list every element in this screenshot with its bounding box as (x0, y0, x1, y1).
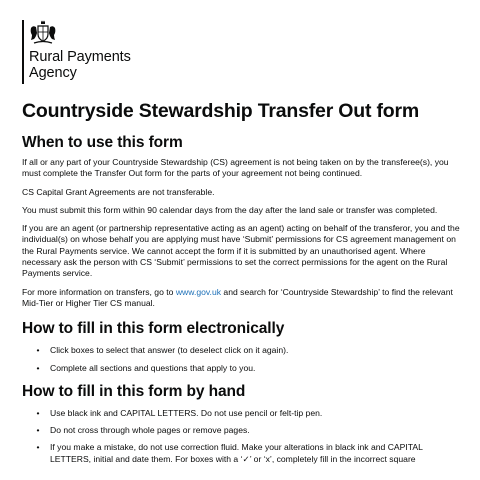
gov-uk-link[interactable]: www.gov.uk (175, 286, 222, 297)
list-item (22, 363, 462, 374)
list-item (22, 408, 462, 419)
bullet-icon: • (36, 407, 40, 418)
section-heading-electronic: How to fill in this form electronically (22, 320, 285, 338)
agency-name-line2: Agency (29, 65, 77, 81)
section-heading-by-hand: How to fill in this form by hand (22, 382, 246, 400)
by-hand-instructions-list (22, 408, 462, 465)
page-title: Countryside Stewardship Transfer Out form (22, 100, 420, 122)
list-item (22, 425, 462, 436)
list-item (22, 442, 462, 465)
section-heading-when: When to use this form (22, 134, 183, 151)
bullet-icon: • (36, 345, 40, 356)
electronic-instructions-list (22, 345, 462, 374)
list-item-text: Use black ink and CAPITAL LETTERS. Do not use pencil or felt-tip pen. (50, 407, 323, 418)
bullet-icon: • (36, 362, 40, 373)
rpa-logo (22, 18, 152, 84)
bullet-icon: • (36, 442, 40, 453)
paragraph: If you are an agent (or partnership representative acting as an agent) acting on behalf of the transferor, you and the individual(s) on whose behalf you are applying must have ‘Submit’ permissions for CS agreement management on the Rural Payments service. We cannot accept the form if it is submitted by an unauthorised agent. Where necessary ask the person with CS ‘Submit’ permissions to set the correct permissions for the agent on the Rural Payments service. (22, 223, 460, 279)
list-item-text: Complete all sections and questions that apply to you. (50, 362, 256, 373)
info-text-prefix: For more information on transfers, go to (22, 286, 176, 297)
list-item-text: Do not cross through whole pages or remove pages. (50, 425, 250, 436)
list-item (22, 345, 462, 356)
paragraph: CS Capital Grant Agreements are not transferable. (22, 186, 215, 197)
paragraph: If all or any part of your Countryside Stewardship (CS) agreement is not being taken on by the transferee(s), you must complete the Transfer Out form for the parts of your agreement not being continued. (22, 157, 449, 179)
list-item-text: Click boxes to select that answer (to deselect click on it again). (50, 345, 289, 356)
info-paragraph (22, 287, 462, 310)
paragraph: You must submit this form within 90 calendar days from the day after the land sale or transfer was completed. (22, 204, 438, 215)
list-item-text: If you make a mistake, do not use correction fluid. Make your alterations in black ink and CAPITAL LETTERS, initial and date them. For boxes with a ‘✓’ or ‘x’, completely fill in the incorrect square (50, 442, 423, 464)
royal-coat-of-arms-icon (28, 20, 58, 46)
info-text-suffix: and search for ‘Countryside Stewardship’ to find the relevant Mid-Tier or Higher Tier CS manual. (22, 286, 453, 308)
bullet-icon: • (36, 425, 40, 436)
document-content (22, 133, 462, 471)
logo-divider (22, 20, 24, 84)
agency-name-line1: Rural Payments (29, 49, 131, 65)
